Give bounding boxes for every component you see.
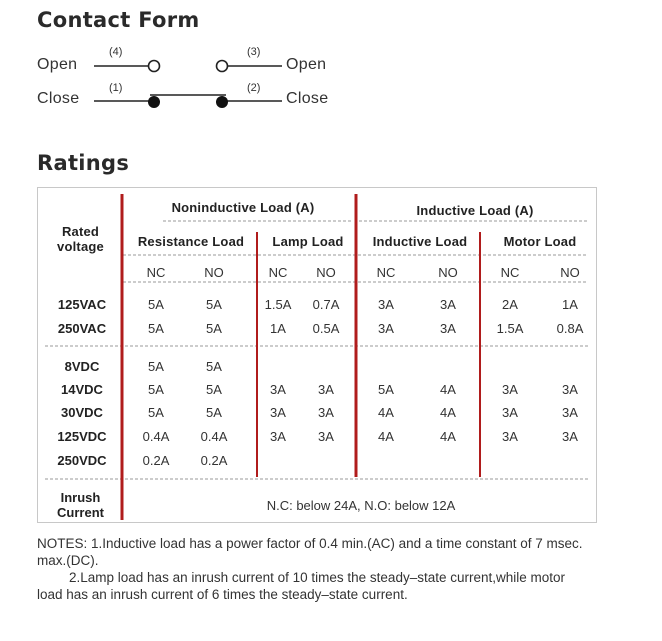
inrush-current-value: N.C: below 24A, N.O: below 12A <box>266 498 456 513</box>
table-cell: 4A <box>440 382 456 397</box>
row-label: 250VDC <box>57 453 107 468</box>
table-cell: 3A <box>318 429 334 444</box>
contact-form-heading: Contact Form <box>37 8 200 32</box>
table-cell: 3A <box>440 297 456 312</box>
table-cell: 3A <box>378 321 394 336</box>
rated-voltage-line1: Rated <box>61 224 100 239</box>
table-cell: 3A <box>270 429 286 444</box>
open-label-left: Open <box>37 56 78 73</box>
table-cell: 4A <box>440 405 456 420</box>
row-label: 30VDC <box>61 405 103 420</box>
table-cell: 5A <box>148 297 164 312</box>
note-line-1: NOTES: 1.Inductive load has a power factor of 0.4 min.(AC) and a time constant of 7 msec. <box>37 536 583 551</box>
close-label-right: Close <box>286 90 329 107</box>
closed-contact-left <box>148 96 160 108</box>
nc-header: NC <box>500 265 520 280</box>
table-cell: 0.7A <box>312 297 340 312</box>
open-label-right: Open <box>286 56 327 73</box>
table-cell: 3A <box>440 321 456 336</box>
table-cell: 3A <box>562 429 578 444</box>
table-cell: 0.4A <box>200 429 228 444</box>
no-header: NO <box>438 265 458 280</box>
nc-header: NC <box>146 265 166 280</box>
table-cell: 3A <box>270 382 286 397</box>
resistance-load-header: Resistance Load <box>137 234 245 249</box>
note-line-4: load has an inrush current of 6 times the steady–state current. <box>37 587 408 602</box>
table-cell: 1A <box>270 321 286 336</box>
closed-contact-right <box>216 96 228 108</box>
terminal-3-label: (3) <box>247 46 261 58</box>
table-cell: 4A <box>378 429 394 444</box>
table-cell: 3A <box>502 429 518 444</box>
table-cell: 1.5A <box>496 321 524 336</box>
close-label-left: Close <box>37 90 80 107</box>
table-cell: 4A <box>378 405 394 420</box>
ratings-heading: Ratings <box>37 151 130 175</box>
table-cell: 0.2A <box>200 453 228 468</box>
terminal-4-label: (4) <box>109 46 123 58</box>
table-cell: 5A <box>148 405 164 420</box>
row-label: 125VDC <box>57 429 107 444</box>
row-label: 125VAC <box>57 297 107 312</box>
table-cell: 1.5A <box>264 297 292 312</box>
terminal-2-label: (2) <box>247 82 261 94</box>
motor-load-header: Motor Load <box>503 234 577 249</box>
table-cell: 5A <box>206 359 222 374</box>
table-cell: 0.4A <box>142 429 170 444</box>
table-cell: 4A <box>440 429 456 444</box>
table-cell: 5A <box>148 359 164 374</box>
table-cell: 5A <box>148 321 164 336</box>
inductive-load-group-header: Inductive Load (A) <box>416 203 534 218</box>
table-cell: 3A <box>502 382 518 397</box>
inrush-current-label <box>38 490 123 520</box>
row-label: 250VAC <box>57 321 107 336</box>
table-cell: 3A <box>270 405 286 420</box>
table-cell: 5A <box>206 382 222 397</box>
table-cell: 0.2A <box>142 453 170 468</box>
table-cell: 0.8A <box>556 321 584 336</box>
table-cell: 3A <box>378 297 394 312</box>
contact-form-diagram <box>0 0 662 130</box>
open-contact-left <box>149 61 160 72</box>
row-label: 14VDC <box>61 382 103 397</box>
table-cell: 3A <box>318 405 334 420</box>
no-header: NO <box>560 265 580 280</box>
nc-header: NC <box>376 265 396 280</box>
ratings-table <box>37 187 597 523</box>
inrush-line2: Current <box>57 505 104 520</box>
table-cell: 1A <box>562 297 578 312</box>
inductive-load-header: Inductive Load <box>372 234 468 249</box>
lamp-load-header: Lamp Load <box>272 234 344 249</box>
rated-voltage-line2: voltage <box>57 239 104 254</box>
inrush-line1: Inrush <box>60 490 101 505</box>
nc-header: NC <box>268 265 288 280</box>
table-cell: 5A <box>378 382 394 397</box>
no-header: NO <box>316 265 336 280</box>
table-cell: 2A <box>502 297 518 312</box>
table-cell: 3A <box>562 405 578 420</box>
table-cell: 5A <box>206 297 222 312</box>
table-cell: 0.5A <box>312 321 340 336</box>
table-cell: 3A <box>562 382 578 397</box>
table-cell: 3A <box>318 382 334 397</box>
no-header: NO <box>204 265 224 280</box>
table-cell: 5A <box>206 321 222 336</box>
table-cell: 3A <box>502 405 518 420</box>
terminal-1-label: (1) <box>109 82 123 94</box>
row-label: 8VDC <box>64 359 100 374</box>
note-line-3: 2.Lamp load has an inrush current of 10 times the steady–state current,while motor <box>69 570 566 585</box>
note-line-2: max.(DC). <box>37 553 99 568</box>
rated-voltage-header <box>38 224 123 254</box>
noninductive-load-header: Noninductive Load (A) <box>171 200 315 215</box>
table-cell: 5A <box>148 382 164 397</box>
table-cell: 5A <box>206 405 222 420</box>
open-contact-right <box>217 61 228 72</box>
